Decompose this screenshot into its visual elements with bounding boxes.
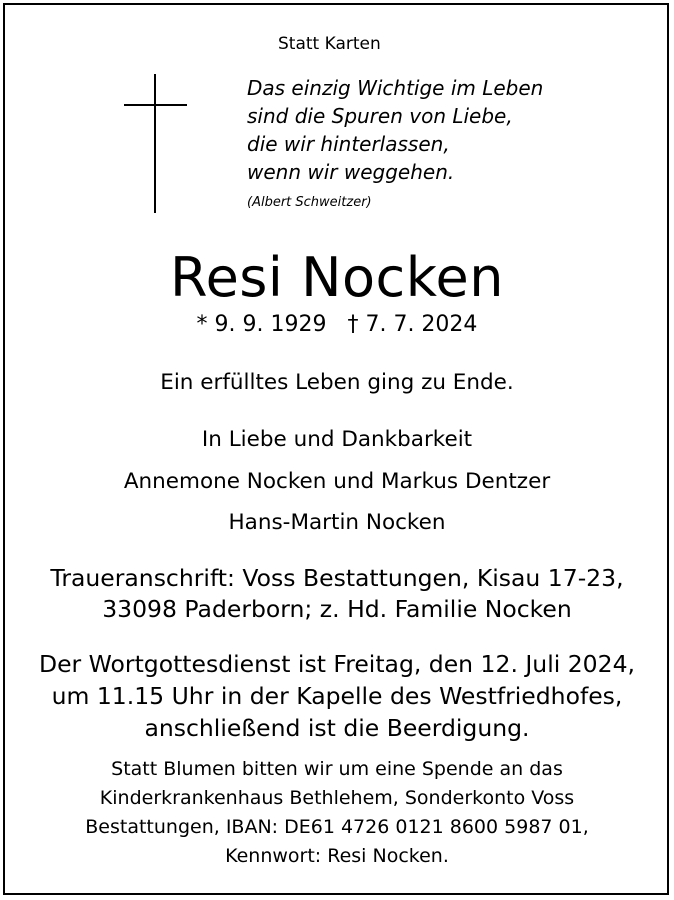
mourner-line: Hans-Martin Nocken [228,510,446,535]
header-statt-karten: Statt Karten [278,34,381,54]
donation-line: Kinderkrankenhaus Bethlehem, Sonderkonto Voss [99,787,575,809]
quote-author: (Albert Schweitzer) [247,195,372,210]
donation-line: Statt Blumen bitten wir um eine Spende an das [111,758,563,780]
life-dates: * 9. 9. 1929 † 7. 7. 2024 [196,312,478,337]
donation-line: Bestattungen, IBAN: DE61 4726 0121 8600 5987 01, [85,816,589,838]
quote-line: Das einzig Wichtige im Leben [247,76,544,100]
service-line: um 11.15 Uhr in der Kapelle des Westfriedhofes, [51,682,623,710]
quote-line: die wir hinterlassen, [247,132,450,156]
service-line: anschließend ist die Beerdigung. [144,714,530,742]
quote-line: wenn wir weggehen. [247,160,455,184]
deceased-name: Resi Nocken [169,246,505,309]
quote-line: sind die Spuren von Liebe, [247,104,513,128]
mourner-line: Annemone Nocken und Markus Dentzer [123,469,551,494]
address-line: 33098 Paderborn; z. Hd. Familie Nocken [102,595,572,623]
address-line: Traueranschrift: Voss Bestattungen, Kisau 17-23, [50,564,624,592]
mourner-line: In Liebe und Dankbarkeit [201,427,473,452]
service-line: Der Wortgottesdienst ist Freitag, den 12. Juli 2024, [38,650,636,678]
tagline: Ein erfülltes Leben ging zu Ende. [160,370,514,395]
donation-line: Kennwort: Resi Nocken. [225,845,449,867]
